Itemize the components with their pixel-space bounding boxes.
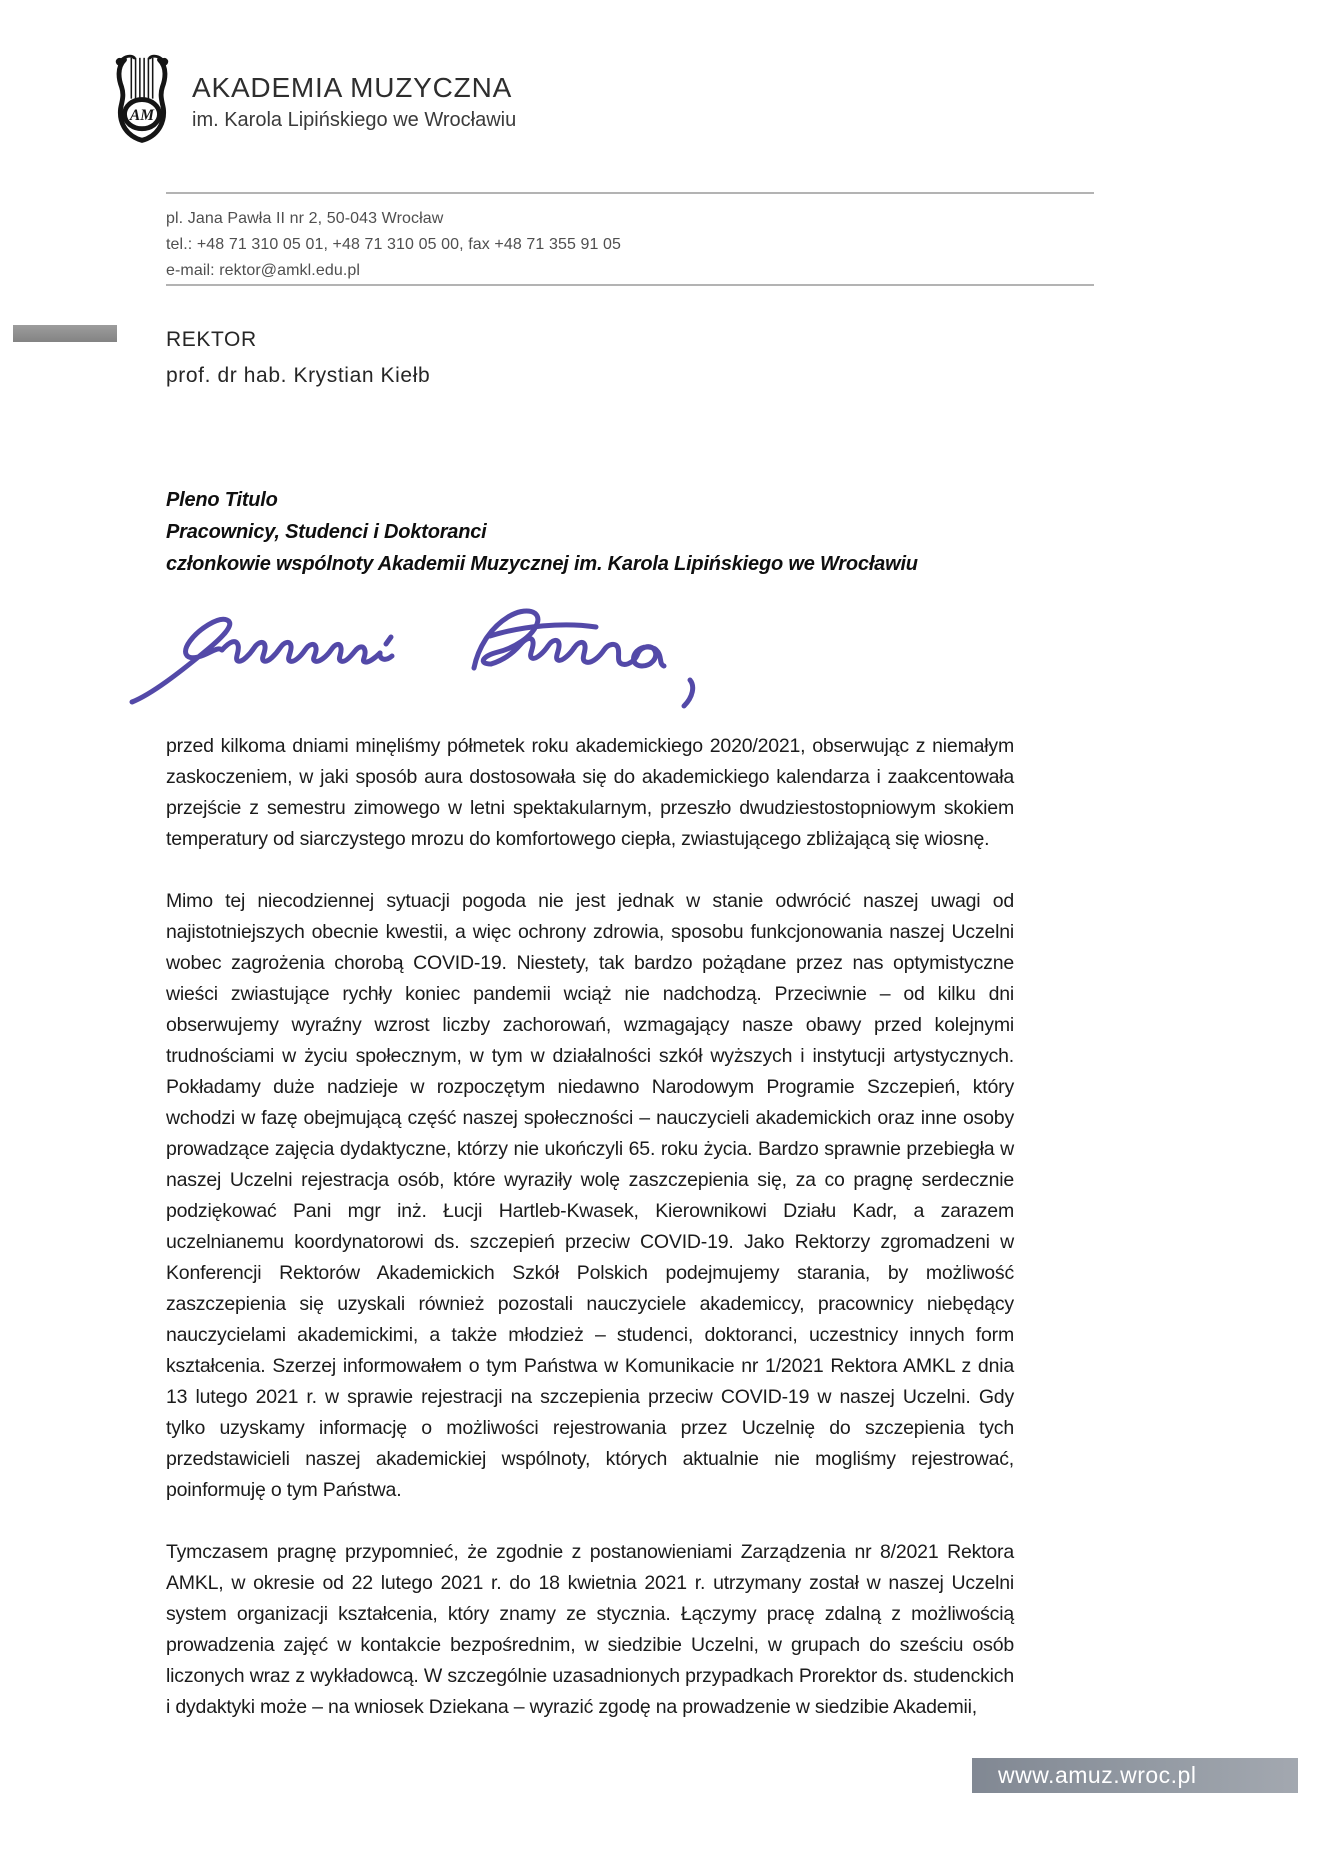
contact-block: [166, 206, 621, 284]
handwritten-greeting-ink: [118, 606, 778, 716]
divider-top: [166, 192, 1094, 194]
lyre-logo-icon: [108, 52, 176, 146]
logo-monogram: AM: [129, 106, 155, 124]
sender-block: [166, 322, 430, 394]
postal-address: pl. Jana Pawła II nr 2, 50-043 Wrocław: [166, 210, 444, 227]
sender-title: REKTOR: [166, 328, 257, 351]
body-paragraph-2: Mimo tej niecodziennej sytuacji pogoda nie jest jednak w stanie odwrócić naszej uwagi od najistotniejszych obecnie kwestii, a więc ochrony zdrowia, sposobu funkcjonowania naszej Uczelni wobec zagrożenia chorobą COVID-19. Niestety, tak bardzo pożądane przez nas optymistyczne wieści zwiastujące rychły koniec pandemii wciąż nie nadchodzą. Przeciwnie – od kilku dni obserwujemy wyraźny wzrost liczby zachorowań, wzmagający nasze obawy przed kolejnymi trudnościami w życiu społecznym, w tym w działalności szkół wyższych i instytucji artystycznych. Pokładamy duże nadzieje w rozpoczętym niedawno Narodowym Programie Szczepień, który wchodzi w fazę obejmującą część naszej społeczności – nauczycieli akademickich oraz inne osoby prowadzące zajęcia dydaktyczne, którzy nie ukończyli 65. roku życia. Bardzo sprawnie przebiegła w naszej Uczelni rejestracja osób, które wyraziły wolę zaszczepienia się, za co pragnę serdecznie podziękować Pani mgr inż. Łucji Hartleb-Kwasek, Kierownikowi Działu Kadr, a zarazem uczelnianemu koordynatorowi ds. szczepień przeciw COVID-19. Jako Rektorzy zgromadzeni w Konferencji Rektorów Akademickich Szkół Polskich podejmujemy starania, by możliwość zaszczepienia się uzyskali również pozostali nauczyciele akademiccy, pracownicy niebędący nauczycielami akademickimi, a także młodzież – studenci, doktoranci, uczestnicy innych form kształcenia. Szerzej informowałem o tym Państwa w Komunikacie nr 1/2021 Rektora AMKL z dnia 13 lutego 2021 r. w sprawie rejestracji na szczepienia przeciw COVID-19 w naszej Uczelni. Gdy tylko uzyskamy informację o możliwości rejestrowania przez Uczelnię do szczepienia tych przedstawicieli naszej akademickiej wspólnoty, których aktualnie nie mogliśmy rejestrować, poinformuję o tym Państwa.: [166, 890, 1014, 1501]
recipients-line-3: członkowie wspólnoty Akademii Muzycznej im. Karola Lipińskiego we Wrocławiu: [166, 553, 918, 575]
email-line: e-mail: rektor@amkl.edu.pl: [166, 262, 361, 279]
footer-website-banner: [972, 1758, 1298, 1793]
letter-body: [166, 731, 1014, 1723]
divider-bottom: [166, 284, 1094, 286]
scan-registration-mark: [13, 325, 117, 342]
recipients-line-2: Pracownicy, Studenci i Doktoranci: [166, 521, 487, 543]
website-url: www.amuz.wroc.pl: [998, 1762, 1197, 1788]
recipients-line-1: Pleno Titulo: [166, 489, 278, 511]
recipients-block: [166, 484, 918, 580]
body-paragraph-1: przed kilkoma dniami minęliśmy półmetek roku akademickiego 2020/2021, obserwując z niemałym zaskoczeniem, w jaki sposób aura dostosowała się do akademickiego kalendarza i zaakcentowała przejście z semestru zimowego w letni spektakularnym, przeszło dwudziestostopniowym skokiem temperatury od siarczystego mrozu do komfortowego ciepła, zwiastującego zbliżającą się wiosnę.: [166, 735, 1014, 850]
body-paragraph-3: Tymczasem pragnę przypomnieć, że zgodnie z postanowieniami Zarządzenia nr 8/2021 Rektora AMKL, w okresie od 22 lutego 2021 r. do 18 kwietnia 2021 r. utrzymany został w naszej Uczelni system organizacji kształcenia, który znamy ze stycznia. Łączymy pracę zdalną z możliwością prowadzenia zajęć w kontakcie bezpośrednim, w siedzibie Uczelni, w grupach do sześciu osób liczonych wraz z wykładowcą. W szczególnie uzasadnionych przypadkach Prorektor ds. studenckich i dydaktyki może – na wniosek Dziekana – wyrazić zgodę na prowadzenie w siedzibie Akademii,: [166, 1541, 1014, 1718]
sender-name: prof. dr hab. Krystian Kiełb: [166, 364, 431, 387]
academy-subtitle: im. Karola Lipińskiego we Wrocławiu: [192, 109, 517, 131]
phone-fax-line: tel.: +48 71 310 05 01, +48 71 310 05 00, fax +48 71 355 91 05: [166, 236, 622, 253]
academy-name: AKADEMIA MUZYCZNA: [192, 72, 513, 103]
